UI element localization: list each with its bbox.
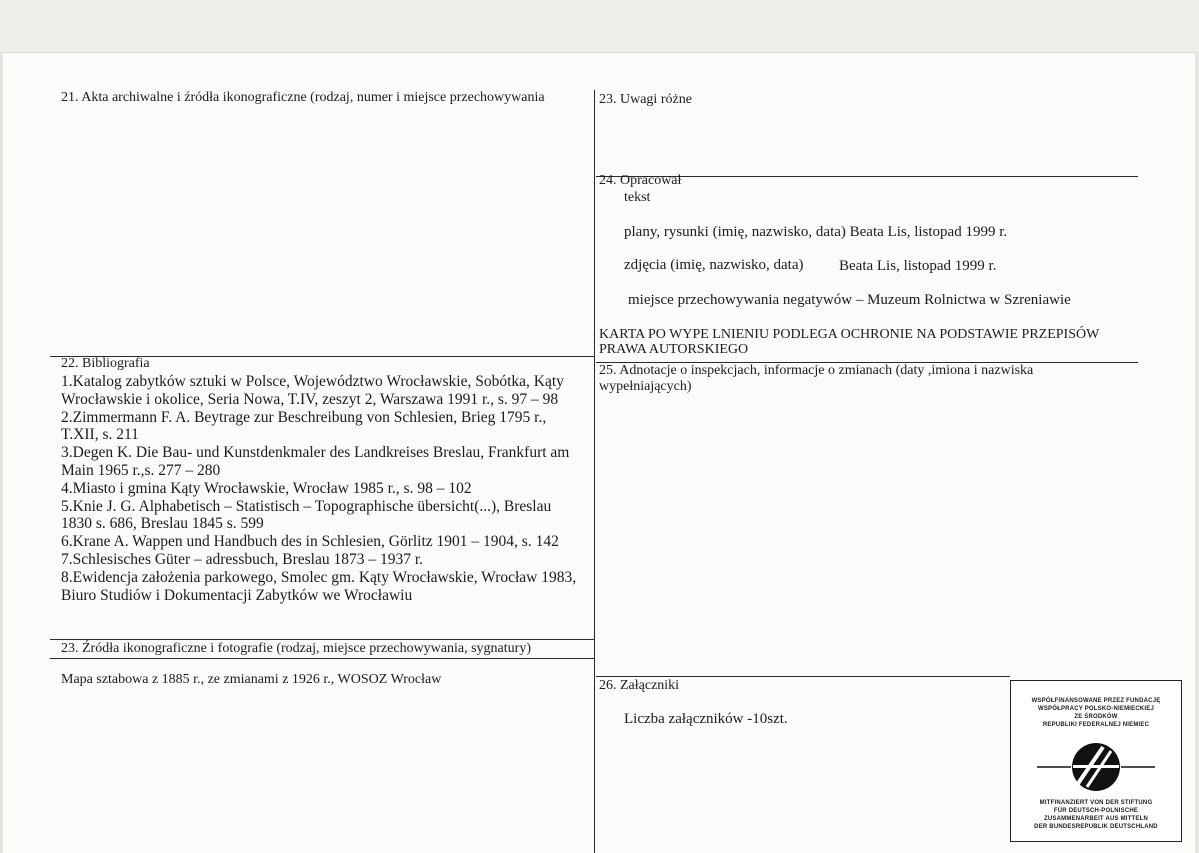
- scan-top-band: [0, 0, 1199, 53]
- scan-right-edge: [1195, 52, 1199, 853]
- stamp-text-de-2: FÜR DEUTSCH-POLNISCHE: [1053, 808, 1139, 814]
- stamp-text-pl-2: WSPÓŁPRACY POLSKO-NIEMIECKIEJ: [1037, 706, 1155, 712]
- stamp-text-de-3: ZUSAMMENARBEIT AUS MITTELN: [1044, 816, 1148, 822]
- section-24-title: 24. Opracował: [599, 173, 682, 188]
- section-23-zrodla-content: Mapa sztabowa z 1885 r., ze zmianami z 1926 r., WOSOZ Wrocław: [61, 672, 442, 687]
- section-24-tekst: tekst: [624, 190, 651, 205]
- section-24-negatywy: miejsce przechowywania negatywów – Muzeum Rolnictwa w Szreniawie: [628, 292, 1071, 308]
- section-23-uwagi-title: 23. Uwagi różne: [599, 92, 692, 107]
- bibliography-line: 2.Zimmermann F. A. Beytrage zur Beschreibung von Schlesien, Brieg 1795 r.,: [61, 408, 547, 426]
- section-25-title-line1: 25. Adnotacje o inspekcjach, informacje o zmianach (daty ,imiona i nazwiska: [599, 363, 1034, 378]
- stamp-text-de-4: DER BUNDESREPUBLIK DEUTSCHLAND: [1034, 824, 1158, 830]
- column-divider: [594, 90, 595, 853]
- bibliography-line: 5.Knie J. G. Alphabetisch – Statistisch – Topographische übersicht(...), Breslau: [61, 497, 552, 515]
- bibliography-line: 8.Ewidencja założenia parkowego, Smolec gm. Kąty Wrocławskie, Wrocław 1983,: [61, 568, 577, 586]
- copyright-notice-line2: PRAWA AUTORSKIEGO: [599, 342, 749, 357]
- bibliography-line: Main 1965 r.,s. 277 – 280: [61, 461, 221, 479]
- attachments-count: Liczba załączników -10szt.: [624, 711, 788, 727]
- bibliography-line: 4.Miasto i gmina Kąty Wrocławskie, Wrocław 1985 r., s. 98 – 102: [61, 479, 472, 497]
- bibliography-line: 7.Schlesisches Güter – adressbuch, Breslau 1873 – 1937 r.: [61, 550, 424, 568]
- bibliography-line: 3.Degen K. Die Bau- und Kunstdenkmaler des Landkreises Breslau, Frankfurt am: [61, 444, 570, 462]
- bibliography-line: Biuro Studiów i Dokumentacji Zabytków we Wrocławiu: [61, 586, 413, 604]
- funding-stamp: [1010, 680, 1182, 842]
- bibliography-line: 6.Krane A. Wappen und Handbuch des in Schlesien, Görlitz 1901 – 1904, s. 142: [61, 533, 559, 551]
- section-24-plany: plany, rysunki (imię, nazwisko, data) Beata Lis, listopad 1999 r.: [624, 224, 1008, 240]
- stamp-text-pl-1: WSPÓŁFINANSOWANE PRZEZ FUNDACJĘ: [1031, 698, 1161, 704]
- foundation-logo-icon: [1037, 741, 1155, 793]
- scan-left-edge: [0, 52, 3, 853]
- section-22-title: 22. Bibliografia: [61, 356, 150, 371]
- divider-23b-bottom: [50, 658, 594, 659]
- bibliography-line: T.XII, s. 211: [61, 426, 139, 444]
- bibliography-line: Wrocławskie i okolice, Seria Nowa, T.IV, zeszyt 2, Warszawa 1991 r., s. 97 – 98: [61, 390, 559, 408]
- section-23-zrodla-title: 23. Źródła ikonograficzne i fotografie (rodzaj, miejsce przechowywania, sygnatury): [61, 641, 531, 656]
- section-25-title-line2: wypełniających): [599, 379, 692, 394]
- bibliography-line: 1830 s. 686, Breslau 1845 s. 599: [61, 515, 264, 533]
- copyright-notice-line1: KARTA PO WYPE LNIENIU PODLEGA OCHRONIE NA PODSTAWIE PRZEPISÓW: [599, 327, 1100, 342]
- section-21-title: 21. Akta archiwalne i źródła ikonograficzne (rodzaj, numer i miejsce przechowywania: [61, 90, 545, 105]
- section-24-zdjecia-value: Beata Lis, listopad 1999 r.: [839, 258, 997, 274]
- stamp-text-de-1: MITFINANZIERT VON DER STIFTUNG: [1039, 800, 1153, 806]
- bibliography-line: 1.Katalog zabytków sztuki w Polsce, Województwo Wrocławskie, Sobótka, Kąty: [61, 373, 564, 390]
- stamp-text-pl-4: REPUBLIKI FEDERALNEJ NIEMIEC: [1042, 722, 1150, 728]
- bibliography-list: [61, 373, 576, 604]
- stamp-text-pl-3: ZE ŚRODKÓW: [1074, 714, 1118, 720]
- section-24-zdjecia-label: zdjęcia (imię, nazwisko, data): [624, 257, 804, 273]
- section-26-title: 26. Załączniki: [599, 678, 680, 693]
